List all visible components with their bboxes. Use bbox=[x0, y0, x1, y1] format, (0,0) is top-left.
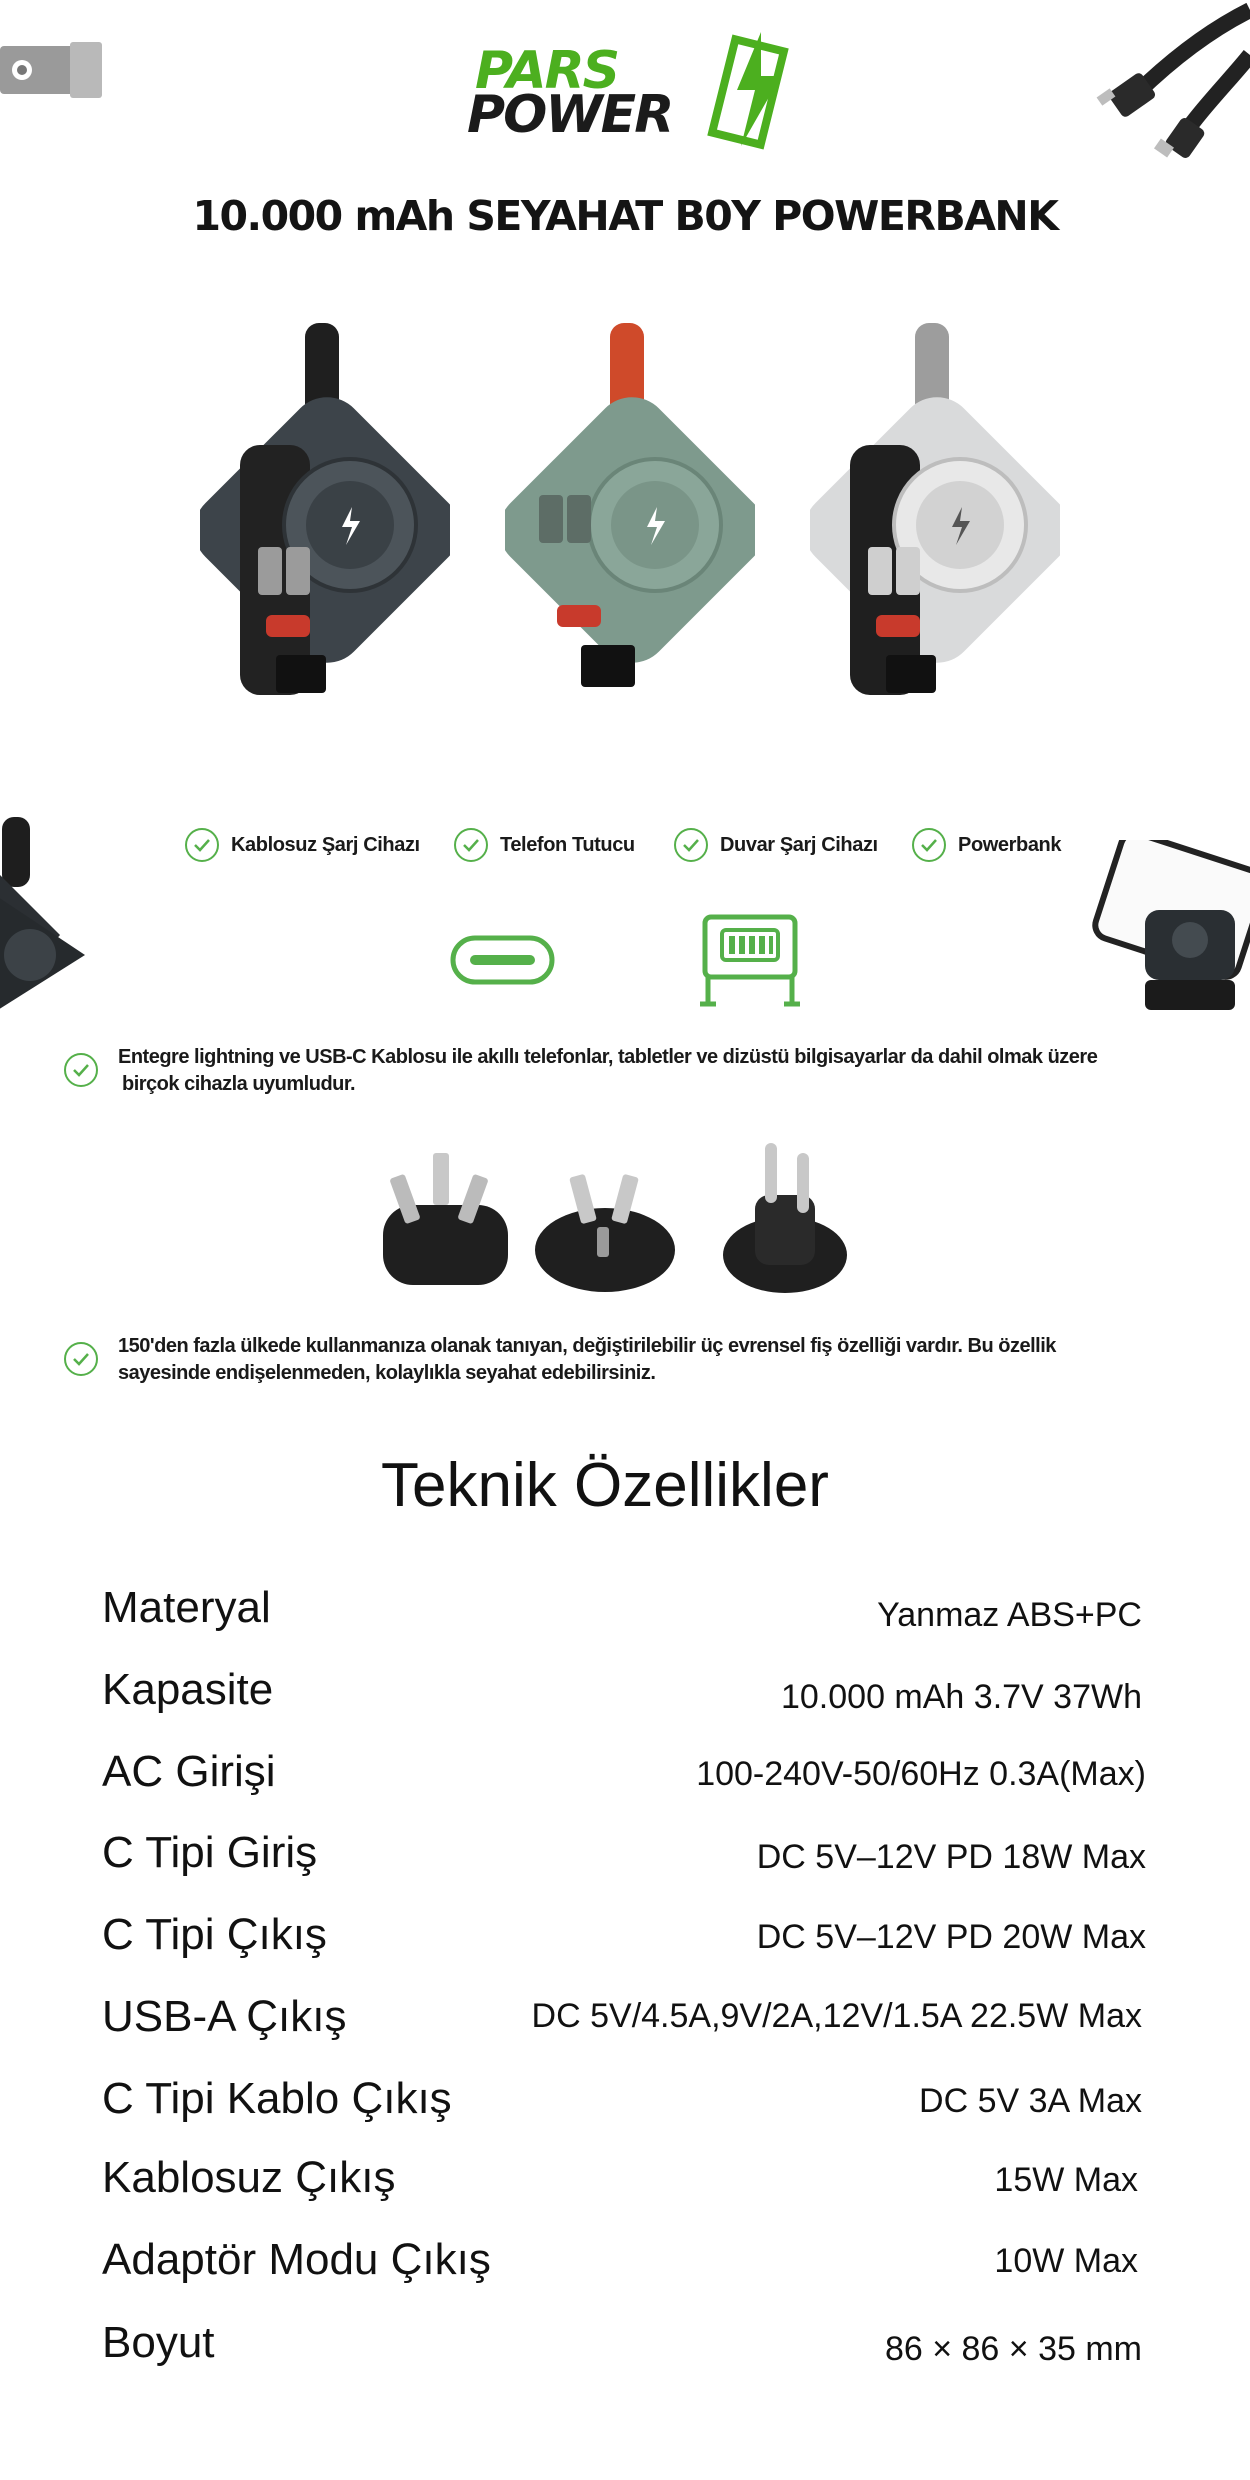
check-circle-icon bbox=[185, 828, 219, 862]
compatibility-text-line-1: Entegre lightning ve USB-C Kablosu ile akıllı telefonlar, tabletler ve dizüstü bilgisayarlar da dahil olmak üzere bbox=[118, 1046, 1098, 1068]
brand-logo-text-bottom: POWER bbox=[467, 85, 673, 145]
plug-adapters-image bbox=[375, 1135, 855, 1305]
plugs-text-line-1: 150'den fazla ülkede kullanmanıza olanak tanıyan, değiştirilebilir üç evrensel fiş özelliği vardır. Bu özellik bbox=[118, 1335, 1056, 1357]
spec-value: 86 × 86 × 35 mm bbox=[884, 2330, 1142, 2368]
spec-value: DC 5V 3A Max bbox=[919, 2082, 1142, 2120]
spec-label: C Tipi Kablo Çıkış bbox=[102, 2074, 452, 2123]
feature-item bbox=[454, 825, 635, 865]
spec-value: 15W Max bbox=[994, 2161, 1138, 2199]
powerbank-side-image bbox=[0, 815, 95, 1015]
feature-item bbox=[674, 825, 878, 865]
product-image-green bbox=[505, 315, 755, 755]
spec-label: AC Girişi bbox=[102, 1747, 276, 1796]
spec-value: DC 5V–12V PD 18W Max bbox=[756, 1838, 1146, 1876]
feature-label: Telefon Tutucu bbox=[500, 833, 635, 856]
page-headline: 10.000 mAh SEYAHAT B0Y POWERBANK bbox=[192, 192, 1058, 240]
spec-value: 10W Max bbox=[994, 2242, 1138, 2280]
spec-label: Kapasite bbox=[102, 1665, 274, 1714]
feature-label: Duvar Şarj Cihazı bbox=[720, 833, 878, 856]
spec-label: C Tipi Çıkış bbox=[102, 1910, 327, 1959]
spec-label: Kablosuz Çıkış bbox=[102, 2153, 396, 2202]
plugs-text-line-2: sayesinde endişelenmeden, kolaylıkla seyahat edebilirsiniz. bbox=[118, 1362, 656, 1384]
brand-logo bbox=[465, 30, 795, 150]
lightning-icon bbox=[700, 912, 800, 1007]
check-circle-icon bbox=[912, 828, 946, 862]
usb-c-icon bbox=[450, 935, 555, 985]
check-circle-icon bbox=[674, 828, 708, 862]
phone-holder-image bbox=[1085, 840, 1250, 1025]
compatibility-text-line-2: birçok cihazla uyumludur. bbox=[122, 1073, 356, 1095]
product-image-gray bbox=[200, 315, 450, 755]
battery-bolt-icon bbox=[703, 30, 793, 150]
spec-value: Yanmaz ABS+PC bbox=[877, 1596, 1142, 1634]
check-circle-icon bbox=[64, 1053, 98, 1087]
plugs-text bbox=[118, 1333, 1168, 1387]
compatibility-text bbox=[118, 1044, 1168, 1098]
feature-item bbox=[185, 825, 420, 865]
feature-label: Powerbank bbox=[958, 833, 1062, 856]
spec-value: 100-240V-50/60Hz 0.3A(Max) bbox=[696, 1755, 1146, 1793]
brand-logo-text-top: PARS bbox=[475, 41, 619, 101]
spec-value: DC 5V–12V PD 20W Max bbox=[756, 1918, 1146, 1956]
product-image-white bbox=[810, 315, 1060, 755]
feature-item bbox=[912, 825, 1061, 865]
spec-label: USB-A Çıkış bbox=[102, 1992, 347, 2041]
check-circle-icon bbox=[454, 828, 488, 862]
spec-label: Boyut bbox=[102, 2318, 215, 2367]
spec-label: Adaptör Modu Çıkış bbox=[102, 2235, 491, 2284]
specs-title: Teknik Özellikler bbox=[381, 1451, 829, 1520]
spec-label: C Tipi Giriş bbox=[102, 1828, 318, 1877]
plug-prongs-corner-image bbox=[0, 38, 110, 108]
spec-value: 10.000 mAh 3.7V 37Wh bbox=[780, 1678, 1142, 1716]
spec-value: DC 5V/4.5A,9V/2A,12V/1.5A 22.5W Max bbox=[531, 1997, 1142, 2035]
cables-corner-image bbox=[1090, 0, 1250, 160]
feature-label: Kablosuz Şarj Cihazı bbox=[231, 833, 420, 856]
check-circle-icon bbox=[64, 1342, 98, 1376]
spec-label: Materyal bbox=[102, 1583, 271, 1632]
